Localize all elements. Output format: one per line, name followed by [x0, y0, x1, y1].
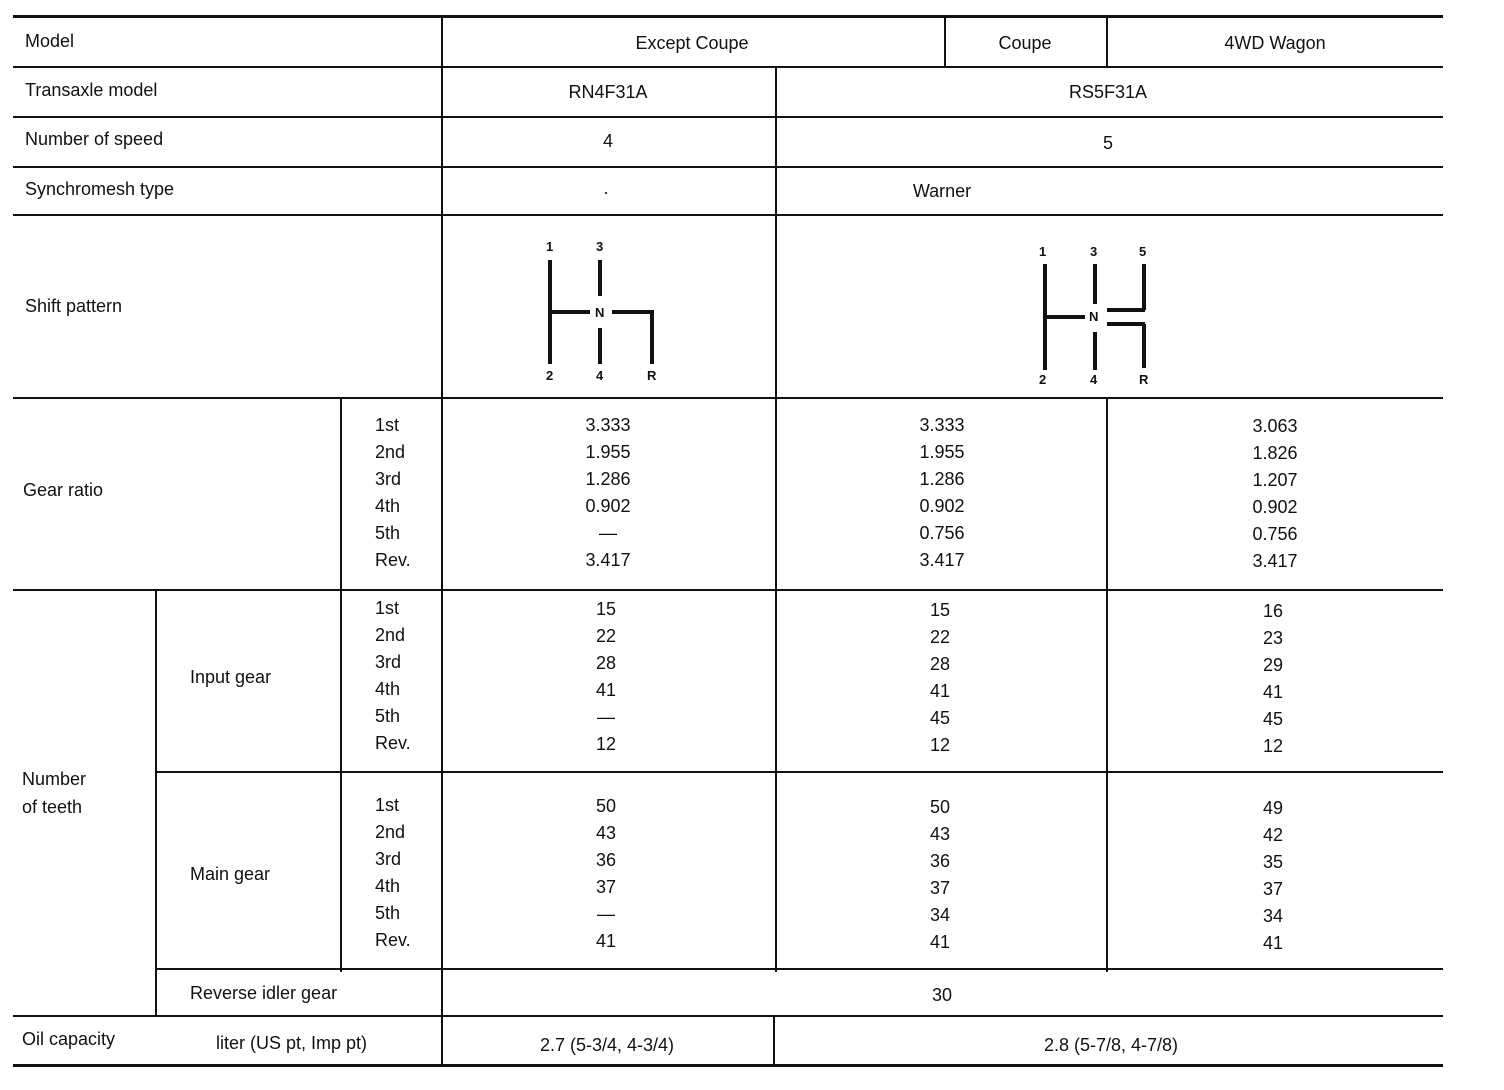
speeds-4speed: 4: [602, 131, 614, 151]
oil-4speed: 2.7 (5-3/4, 4-3/4): [539, 1035, 675, 1055]
rule-synchro: [13, 214, 1443, 216]
teeth-value: 41: [929, 932, 951, 952]
transaxle-5speed: RS5F31A: [1068, 82, 1148, 102]
gear-name: 3rd: [375, 469, 402, 489]
input-col-a: [596, 596, 616, 758]
main-col-a: [596, 793, 616, 955]
rule-shift: [13, 397, 1443, 399]
shift5-label-5: 5: [1139, 244, 1147, 259]
teeth-value: 28: [929, 654, 951, 674]
teeth-label-line1: Number: [22, 769, 87, 789]
main-col-b: [930, 794, 950, 956]
rule-top: [13, 15, 1443, 18]
vrule-label: [441, 15, 443, 1067]
ratio-value: 3.417: [585, 550, 631, 570]
gear-ratio-gears: [375, 412, 411, 574]
rule-idler: [13, 1015, 1443, 1017]
gear-name: Rev.: [375, 930, 411, 950]
ratio-value: 3.417: [1252, 551, 1298, 571]
vrule-wagon: [1106, 397, 1108, 972]
shift-diagram-5speed: [1025, 238, 1175, 393]
synchro-value: Warner: [912, 181, 972, 201]
gear-name: 2nd: [375, 442, 406, 462]
gear-name: 5th: [375, 903, 401, 923]
teeth-value: 16: [1262, 601, 1284, 621]
input-gear-names: [375, 595, 411, 757]
gear-name: 5th: [375, 706, 401, 726]
ratio-value: 0.902: [585, 496, 631, 516]
input-col-c: [1263, 598, 1283, 760]
teeth-value: 45: [929, 708, 951, 728]
gear-name: 1st: [375, 598, 400, 618]
teeth-value: 42: [1262, 825, 1284, 845]
shift5-label-4: 4: [1090, 372, 1098, 387]
teeth-value: 50: [595, 796, 617, 816]
speeds-5speed: 5: [1102, 133, 1114, 153]
rule-main: [155, 968, 1443, 970]
except-coupe-header: Except Coupe: [635, 33, 749, 53]
shift-diagram-4speed: [530, 232, 680, 387]
ratio-value: 1.826: [1252, 443, 1298, 463]
teeth-value: 22: [595, 626, 617, 646]
teeth-value: 34: [929, 905, 951, 925]
teeth-value: 37: [595, 877, 617, 897]
input-col-b: [930, 597, 950, 759]
vrule-coupe-left: [944, 15, 946, 68]
shift4-label-4: 4: [596, 368, 604, 383]
shift4-label-n: N: [595, 305, 605, 320]
shift5-label-r: R: [1139, 372, 1149, 387]
shift4-label-r: R: [647, 368, 657, 383]
main-gear-label: Main gear: [190, 864, 271, 884]
gear-ratio-col-b: [919, 412, 964, 574]
teeth-value: 41: [1262, 682, 1284, 702]
gear-name: 2nd: [375, 625, 406, 645]
wagon-header: 4WD Wagon: [1224, 33, 1326, 53]
ratio-value: 1.955: [585, 442, 631, 462]
main-col-c: [1263, 795, 1283, 957]
ratio-value: 0.902: [1252, 497, 1298, 517]
teeth-value: 43: [929, 824, 951, 844]
teeth-value: 41: [1262, 933, 1284, 953]
gear-name: 2nd: [375, 822, 406, 842]
teeth-value: 15: [929, 600, 951, 620]
synchro-label: Synchromesh type: [25, 179, 175, 199]
rule-speed: [13, 166, 1443, 168]
input-gear-label: Input gear: [190, 667, 272, 687]
vrule-4speed-oil: [773, 1015, 775, 1067]
rule-bottom: [13, 1064, 1443, 1067]
vrule-4speed: [775, 66, 777, 972]
teeth-value: —: [597, 904, 615, 924]
gear-name: 4th: [375, 876, 401, 896]
gear-name: Rev.: [375, 550, 411, 570]
gear-name: 5th: [375, 523, 401, 543]
teeth-value: 36: [929, 851, 951, 871]
teeth-value: 43: [595, 823, 617, 843]
rule-ratio: [13, 589, 1443, 591]
rule-input: [155, 771, 1443, 773]
shift5-label-3: 3: [1090, 244, 1098, 259]
teeth-value: 34: [1262, 906, 1284, 926]
model-label: Model: [25, 31, 75, 51]
ratio-value: 0.902: [919, 496, 965, 516]
teeth-value: 12: [1262, 736, 1284, 756]
teeth-value: 50: [929, 797, 951, 817]
gear-name: Rev.: [375, 733, 411, 753]
oil-unit: liter (US pt, Imp pt): [216, 1033, 368, 1053]
gear-ratio-col-a: [585, 412, 630, 574]
gear-name: 4th: [375, 496, 401, 516]
teeth-value: —: [597, 707, 615, 727]
teeth-value: 45: [1262, 709, 1284, 729]
shift5-label-1: 1: [1039, 244, 1047, 259]
gear-name: 3rd: [375, 849, 402, 869]
ratio-value: 3.063: [1252, 416, 1298, 436]
rule-model: [13, 66, 1443, 68]
transaxle-label: Transaxle model: [25, 80, 158, 100]
teeth-value: 29: [1262, 655, 1284, 675]
teeth-value: 23: [1262, 628, 1284, 648]
teeth-value: 37: [929, 878, 951, 898]
shift4-label-2: 2: [546, 368, 554, 383]
teeth-value: 49: [1262, 798, 1284, 818]
rule-transaxle: [13, 116, 1443, 118]
teeth-value: 41: [595, 680, 617, 700]
speeds-label: Number of speed: [25, 129, 164, 149]
ratio-value: 1.207: [1252, 470, 1298, 490]
ratio-value: —: [598, 523, 617, 543]
ratio-value: 3.417: [919, 550, 965, 570]
reverse-idler-value: 30: [931, 985, 953, 1005]
coupe-header: Coupe: [998, 33, 1052, 53]
ratio-value: 3.333: [585, 415, 631, 435]
teeth-label-line2: of teeth: [22, 797, 83, 817]
ratio-value: 3.333: [919, 415, 965, 435]
teeth-value: 15: [595, 599, 617, 619]
main-gear-names: [375, 792, 411, 954]
gear-name: 1st: [375, 795, 400, 815]
reverse-idler-label: Reverse idler gear: [190, 983, 338, 1003]
transaxle-4speed: RN4F31A: [568, 82, 648, 102]
ratio-value: 1.286: [585, 469, 631, 489]
teeth-value: 22: [929, 627, 951, 647]
shift4-label-1: 1: [546, 239, 554, 254]
oil-5speed: 2.8 (5-7/8, 4-7/8): [1043, 1035, 1179, 1055]
shift4-label-3: 3: [596, 239, 604, 254]
shift-label: Shift pattern: [25, 296, 123, 316]
vrule-teeth-group: [155, 589, 157, 1017]
teeth-value: 35: [1262, 852, 1284, 872]
teeth-value: 36: [595, 850, 617, 870]
vrule-coupe-right: [1106, 15, 1108, 68]
ratio-value: 0.756: [1252, 524, 1298, 544]
teeth-value: 12: [929, 735, 951, 755]
gear-ratio-col-c: [1252, 413, 1297, 575]
gear-name: 3rd: [375, 652, 402, 672]
ratio-value: 1.286: [919, 469, 965, 489]
oil-label: Oil capacity: [22, 1029, 116, 1049]
teeth-value: 41: [929, 681, 951, 701]
ratio-value: 0.756: [919, 523, 965, 543]
gear-ratio-label: Gear ratio: [23, 480, 104, 500]
synchro-mark: .: [603, 178, 609, 198]
shift5-label-n: N: [1089, 309, 1099, 324]
vrule-gear-names: [340, 397, 342, 972]
ratio-value: 1.955: [919, 442, 965, 462]
gear-name: 1st: [375, 415, 400, 435]
teeth-value: 37: [1262, 879, 1284, 899]
teeth-value: 41: [595, 931, 617, 951]
teeth-value: 28: [595, 653, 617, 673]
teeth-value: 12: [595, 734, 617, 754]
gear-name: 4th: [375, 679, 401, 699]
shift5-label-2: 2: [1039, 372, 1047, 387]
